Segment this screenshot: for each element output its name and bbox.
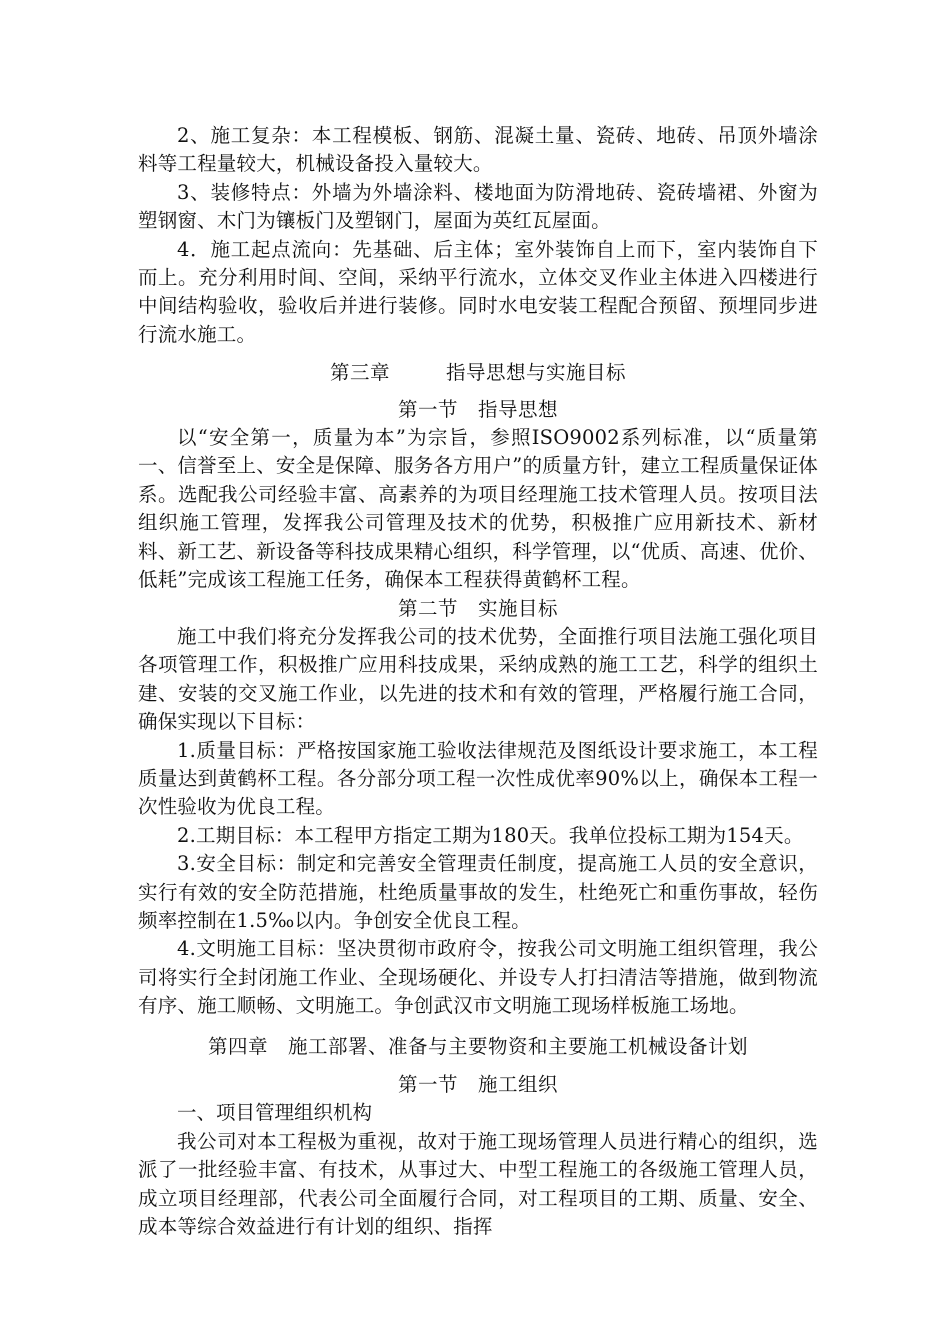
chapter-3-title: 指导思想与实施目标 [446,361,627,385]
section-4-1-title: 施工组织 [478,1073,559,1096]
section-2-number: 第二节 [397,596,458,620]
goal-schedule: 2.工期目标：本工程甲方指定工期为180天。我单位投标工期为154天。 [177,823,804,847]
section-1-title: 指导思想 [478,397,559,421]
goal-quality: 1.质量目标：严格按国家施工验收法律规范及图纸设计要求施工，本工程质量达到黄鹤杯工程。各分部分项工程一次性成优率90%以上，确保本工程一次性验收为优良工程。 [138,738,818,819]
paragraph-implementation-intro: 施工中我们将充分发挥我公司的技术优势，全面推行项目法施工强化项目各项管理工作，积极推广应用科技成果，采纳成熟的施工工艺，科学的组织土建、安装的交叉施工作业，以先进的技术和有效的管理，严格履行施工合同，确保实现以下目标： [138,624,818,734]
goal-civilized-construction: 4.文明施工目标：坚决贯彻市政府令，按我公司文明施工组织管理，我公司将实行全封闭施工作业、全现场硬化、并设专人打扫清洁等措施，做到物流有序、施工顺畅、文明施工。争创武汉市文明施工现场样板施工场地。 [138,937,818,1018]
chapter-4-number: 第四章 [207,1034,268,1058]
paragraph-guiding-ideology: 以“安全第一，质量为本”为宗旨，参照ISO9002系列标准，以“质量第一、信誉至上、安全是保障、服务各方用户”的质量方针，建立工程质量保证体系。选配我公司经验丰富、高素养的为项目经理施工技术管理人员。按项目法组织施工管理，发挥我公司管理及技术的优势，积极推广应用新技术、新材料、新工艺、新设备等科技成果精心组织，科学管理，以“优质、高速、优价、低耗”完成该工程施工任务，确保本工程获得黄鹤杯工程。 [138,426,818,592]
goal-safety: 3.安全目标：制定和完善安全管理责任制度，提高施工人员的安全意识，实行有效的安全防范措施，杜绝质量事故的发生，杜绝死亡和重伤事故，轻伤频率控制在1.5‰以内。争创安全优良工程。 [138,852,818,932]
section-2-title: 实施目标 [478,596,559,620]
chapter-4-title: 施工部署、准备与主要物资和主要施工机械设备计划 [288,1034,749,1058]
paragraph-project-organization: 我公司对本工程极为重视，故对于施工现场管理人员进行精心的组织，选派了一批经验丰富、有技术，从事过大、中型工程施工的各级施工管理人员，成立项目经理部，代表公司全面履行合同，对工程项目的工期、质量、安全、成本等综合效益进行有计划的组织、指挥 [138,1129,818,1239]
section-1-heading [138,396,818,424]
chapter-4-heading [138,1033,818,1061]
paragraph-construction-flow: 4．施工起点流向：先基础、后主体；室外装饰自上而下，室内装饰自下而上。充分利用时间、空间，采纳平行流水，立体交叉作业主体进入四楼进行中间结构验收，验收后并进行装修。同时水电安装工程配合预留、预埋同步进行流水施工。 [138,237,818,346]
paragraph-construction-complexity: 2、施工复杂：本工程模板、钢筋、混凝土量、瓷砖、地砖、吊顶外墙涂料等工程量较大，机械设备投入量较大。 [138,124,818,176]
chapter-3-number: 第三章 [329,361,390,385]
section-4-1-number: 第一节 [397,1073,458,1096]
section-2-heading [138,595,818,623]
section-4-1-heading [138,1071,818,1099]
chapter-3-heading [138,359,818,387]
paragraph-decoration-features: 3、装修特点：外墙为外墙涂料、楼地面为防滑地砖、瓷砖墙裙、外窗为塑钢窗、木门为镶板门及塑钢门，屋面为英红瓦屋面。 [138,180,818,233]
document-page [138,122,818,1241]
subheading-project-organization: 一、项目管理组织机构 [177,1101,373,1125]
section-1-number: 第一节 [397,397,458,421]
